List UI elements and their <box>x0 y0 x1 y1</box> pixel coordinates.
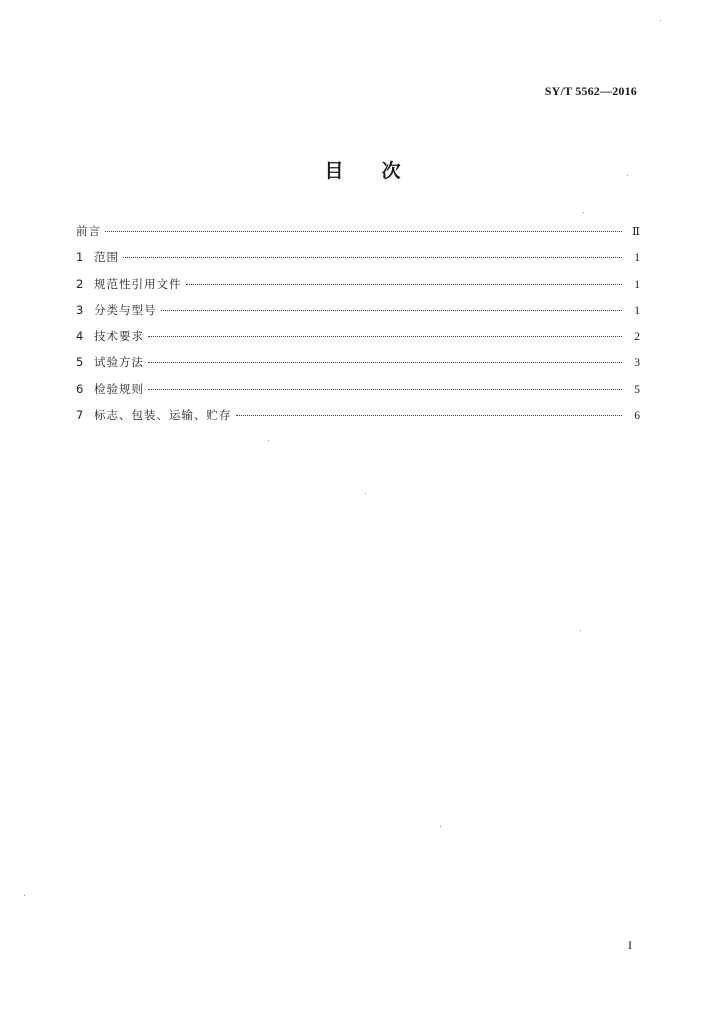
toc-entry-classification[interactable] <box>76 302 640 328</box>
toc-entry-number: 3 <box>76 302 84 317</box>
toc-entry-number: 6 <box>76 381 84 396</box>
toc-entry-label: 试验方法 <box>94 355 144 370</box>
table-of-contents <box>76 223 640 433</box>
scan-speck <box>365 493 366 494</box>
toc-entry-page: Ⅱ <box>632 226 640 238</box>
toc-leader-dots <box>161 309 623 311</box>
toc-leader-dots <box>148 361 622 363</box>
toc-entry-scope[interactable] <box>76 249 640 275</box>
toc-leader-dots <box>148 388 622 390</box>
scan-speck <box>268 440 269 441</box>
toc-leader-dots <box>236 414 623 416</box>
scan-speck <box>440 826 441 827</box>
toc-entry-foreword[interactable] <box>76 223 640 249</box>
toc-leader-dots <box>123 256 622 258</box>
toc-entry-label: 前言 <box>76 224 101 238</box>
toc-entry-page: 2 <box>634 331 640 344</box>
page-number: I <box>628 938 632 952</box>
toc-entry-number: 5 <box>76 355 84 370</box>
toc-entry-label: 技术要求 <box>94 329 144 344</box>
toc-entry-label: 检验规则 <box>94 381 144 396</box>
toc-entry-page: 6 <box>634 410 640 423</box>
toc-entry-label: 分类与型号 <box>94 302 157 317</box>
toc-entry-page: 1 <box>634 304 640 317</box>
toc-leader-dots <box>148 335 622 337</box>
toc-title: 目次 <box>324 160 439 182</box>
toc-leader-dots <box>186 283 623 285</box>
toc-entry-number: 7 <box>76 408 84 423</box>
toc-entry-page: 3 <box>634 357 640 370</box>
scan-speck <box>580 630 581 631</box>
toc-entry-number: 1 <box>76 250 84 265</box>
scan-speck <box>24 895 25 896</box>
toc-entry-normative-references[interactable] <box>76 276 640 302</box>
toc-entry-page: 1 <box>634 252 640 265</box>
toc-entry-label: 范围 <box>94 250 119 265</box>
toc-entry-number: 2 <box>76 276 84 291</box>
toc-entry-inspection-rules[interactable] <box>76 381 640 407</box>
toc-leader-dots <box>105 230 622 232</box>
toc-entry-page: 5 <box>634 383 640 396</box>
toc-entry-number: 4 <box>76 329 84 344</box>
toc-entry-marking-packaging[interactable] <box>76 407 640 433</box>
scan-speck <box>627 175 628 176</box>
toc-entry-test-methods[interactable] <box>76 354 640 380</box>
scan-speck <box>660 20 661 21</box>
toc-entry-page: 1 <box>634 278 640 291</box>
toc-entry-label: 规范性引用文件 <box>94 276 182 291</box>
scan-speck <box>583 212 584 213</box>
toc-entry-technical-requirements[interactable] <box>76 328 640 354</box>
standard-code-header: SY/T 5562—2016 <box>544 84 637 98</box>
toc-entry-label: 标志、包装、运输、贮存 <box>94 408 232 423</box>
